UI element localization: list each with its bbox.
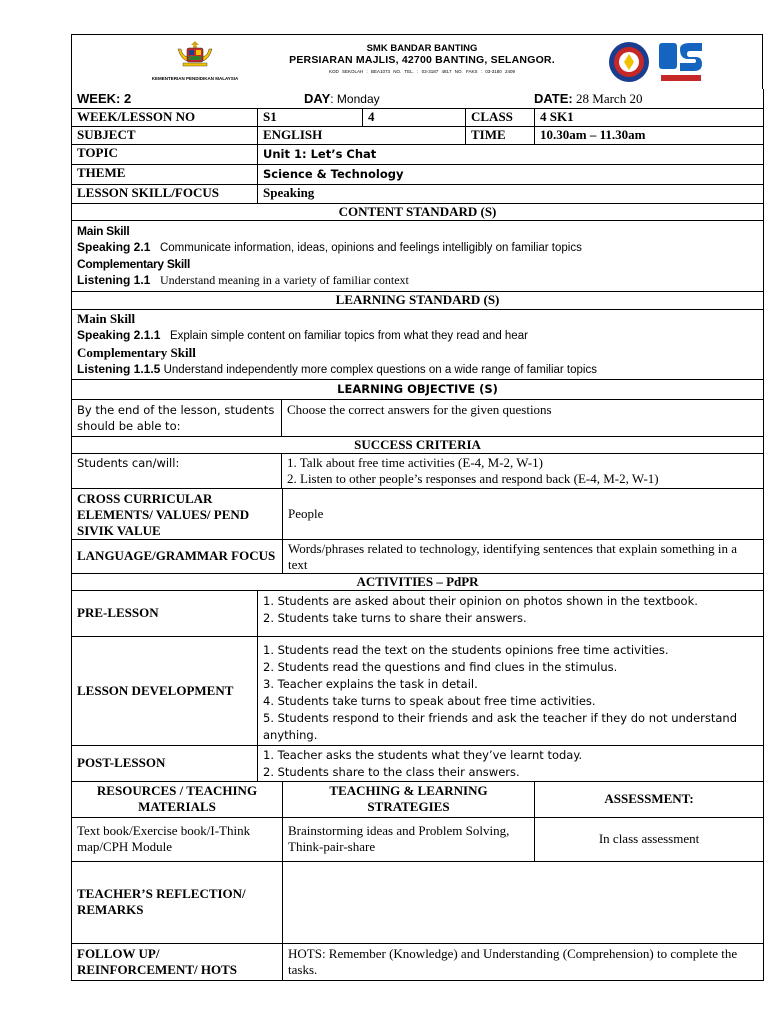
cross-label: CROSS CURRICULAR ELEMENTS/ VALUES/ PEND SIVIK VALUE — [72, 488, 283, 539]
ls-main-code: Speaking 2.1.1 — [77, 328, 161, 342]
letterhead — [71, 34, 763, 89]
reflection-label: TEACHER’S REFLECTION/ REMARKS — [72, 861, 283, 943]
class-label: CLASS — [466, 108, 535, 126]
week-lesson-b: 4 — [363, 108, 466, 126]
school-info — [277, 43, 567, 74]
subject-label: SUBJECT — [72, 126, 258, 144]
ministry-name: KEMENTERIAN PENDIDIKAN MALAYSIA — [151, 76, 239, 81]
cs-comp-label: Complementary Skill — [77, 256, 191, 271]
meta-row — [72, 89, 764, 108]
post-item-1: 1. Teacher asks the students what they’ve learnt today. — [263, 747, 583, 762]
school-emblem-icon — [656, 39, 706, 85]
topic-label: TOPIC — [72, 144, 258, 164]
objective-heading: LEARNING OBJECTIVE (S) — [72, 379, 764, 399]
cross-value: People — [283, 488, 764, 539]
followup-value: HOTS: Remember (Knowledge) and Understanding (Comprehension) to complete the tasks. — [283, 943, 764, 980]
resources-heading: RESOURCES / TEACHING MATERIALS — [72, 781, 283, 817]
success-item-2: 2. Listen to other people’s responses and respond back (E-4, M-2, W-1) — [287, 470, 659, 486]
dev-item-4: 4. Students take turns to speak about free time activities. — [263, 693, 596, 708]
pre-item-2: 2. Students take turns to share their answers. — [263, 610, 527, 625]
school-badge-icon — [608, 41, 650, 83]
success-heading: SUCCESS CRITERIA — [72, 436, 764, 453]
lesson-development-label: LESSON DEVELOPMENT — [72, 636, 258, 745]
followup-label: FOLLOW UP/ REINFORCEMENT/ HOTS — [72, 943, 283, 980]
post-lesson-items — [258, 745, 764, 781]
cs-comp-code: Listening 1.1 — [77, 272, 151, 287]
assessment-heading: ASSESSMENT: — [535, 781, 764, 817]
activities-heading: ACTIVITIES – PdPR — [72, 573, 764, 590]
reflection-value — [283, 861, 764, 943]
objective-text: Choose the correct answers for the given questions — [282, 399, 764, 436]
subject-value: ENGLISH — [258, 126, 466, 144]
ls-comp-text: Understand independently more complex questions on a wide range of familiar topics — [163, 364, 597, 376]
lesson-plan — [71, 34, 763, 981]
resources-value: Text book/Exercise book/I-Think map/CPH Module — [72, 817, 283, 861]
ls-main-skill-label: Main Skill — [77, 310, 136, 326]
pre-item-1: 1. Students are asked about their opinion on photos shown in the textbook. — [263, 593, 698, 608]
theme-label: THEME — [72, 164, 258, 184]
date-label: DATE: — [534, 91, 573, 106]
day-value: : Monday — [330, 92, 380, 106]
skill-label: LESSON SKILL/FOCUS — [72, 184, 258, 203]
school-contact: KOD SEKOLAH : BEA1073 NO. TEL. : 03-3187 4817 NO. FAKS : 03-3180 2409 — [328, 69, 515, 74]
dev-item-1: 1. Students read the text on the students opinions free time activities. — [263, 642, 669, 657]
week-value: 2 — [123, 91, 132, 106]
post-lesson-label: POST-LESSON — [72, 745, 258, 781]
grammar-label: LANGUAGE/GRAMMAR FOCUS — [72, 539, 283, 573]
cs-main-code: Speaking 2.1 — [77, 239, 151, 254]
dev-item-3: 3. Teacher explains the task in detail. — [263, 676, 478, 691]
objective-lead: By the end of the lesson, students should be able to: — [72, 399, 282, 436]
ls-main-text: Explain simple content on familiar topics from what they read and hear — [169, 330, 528, 342]
lesson-development-items — [258, 636, 764, 745]
school-name: SMK BANDAR BANTING — [366, 43, 478, 54]
content-standard-body — [72, 220, 764, 291]
cs-main-text: Communicate information, ideas, opinions and feelings intelligibly on familiar topics — [159, 241, 582, 254]
dev-item-5: 5. Students respond to their friends and ask the teacher if they do not understand anything. — [263, 710, 738, 742]
pre-lesson-label: PRE-LESSON — [72, 590, 258, 636]
lesson-table — [71, 89, 764, 981]
week-lesson-label: WEEK/LESSON NO — [72, 108, 258, 126]
school-address: PERSIARAN MAJLIS, 42700 BANTING, SELANGOR. — [289, 54, 555, 66]
strategies-heading: TEACHING & LEARNING STRATEGIES — [283, 781, 535, 817]
success-items — [282, 453, 764, 488]
ls-comp-label: Complementary Skill — [77, 344, 196, 360]
time-value: 10.30am – 11.30am — [535, 126, 764, 144]
success-item-1: 1. Talk about free time activities (E-4, M-2, W-1) — [287, 454, 544, 470]
success-lead: Students can/will: — [72, 453, 282, 488]
content-standard-heading: CONTENT STANDARD (S) — [72, 203, 764, 220]
class-value: 4 SK1 — [535, 108, 764, 126]
pre-lesson-items — [258, 590, 764, 636]
learning-standard-heading: LEARNING STANDARD (S) — [72, 291, 764, 309]
cs-comp-text: Understand meaning in a variety of familiar context — [159, 272, 409, 287]
ls-comp-code: Listening 1.1.5 — [77, 362, 161, 376]
cs-main-skill-label: Main Skill — [77, 223, 130, 238]
learning-standard-body — [72, 309, 764, 379]
grammar-value: Words/phrases related to technology, identifying sentences that explain something in a text — [283, 539, 764, 573]
time-label: TIME — [466, 126, 535, 144]
theme-value: Science & Technology — [258, 164, 764, 184]
assessment-value: In class assessment — [535, 817, 764, 861]
date-value: 28 March 20 — [576, 91, 643, 106]
ministry-logo — [126, 39, 264, 81]
week-lesson-a: S1 — [258, 108, 363, 126]
week-label: WEEK: — [77, 91, 121, 106]
malaysia-crest-icon — [175, 39, 215, 69]
day-label: DAY — [304, 91, 331, 106]
dev-item-2: 2. Students read the questions and find clues in the stimulus. — [263, 659, 618, 674]
topic-value: Unit 1: Let’s Chat — [258, 144, 764, 164]
strategies-value: Brainstorming ideas and Problem Solving, Think-pair-share — [283, 817, 535, 861]
skill-value: Speaking — [258, 184, 764, 203]
post-item-2: 2. Students share to the class their answers. — [263, 764, 520, 779]
